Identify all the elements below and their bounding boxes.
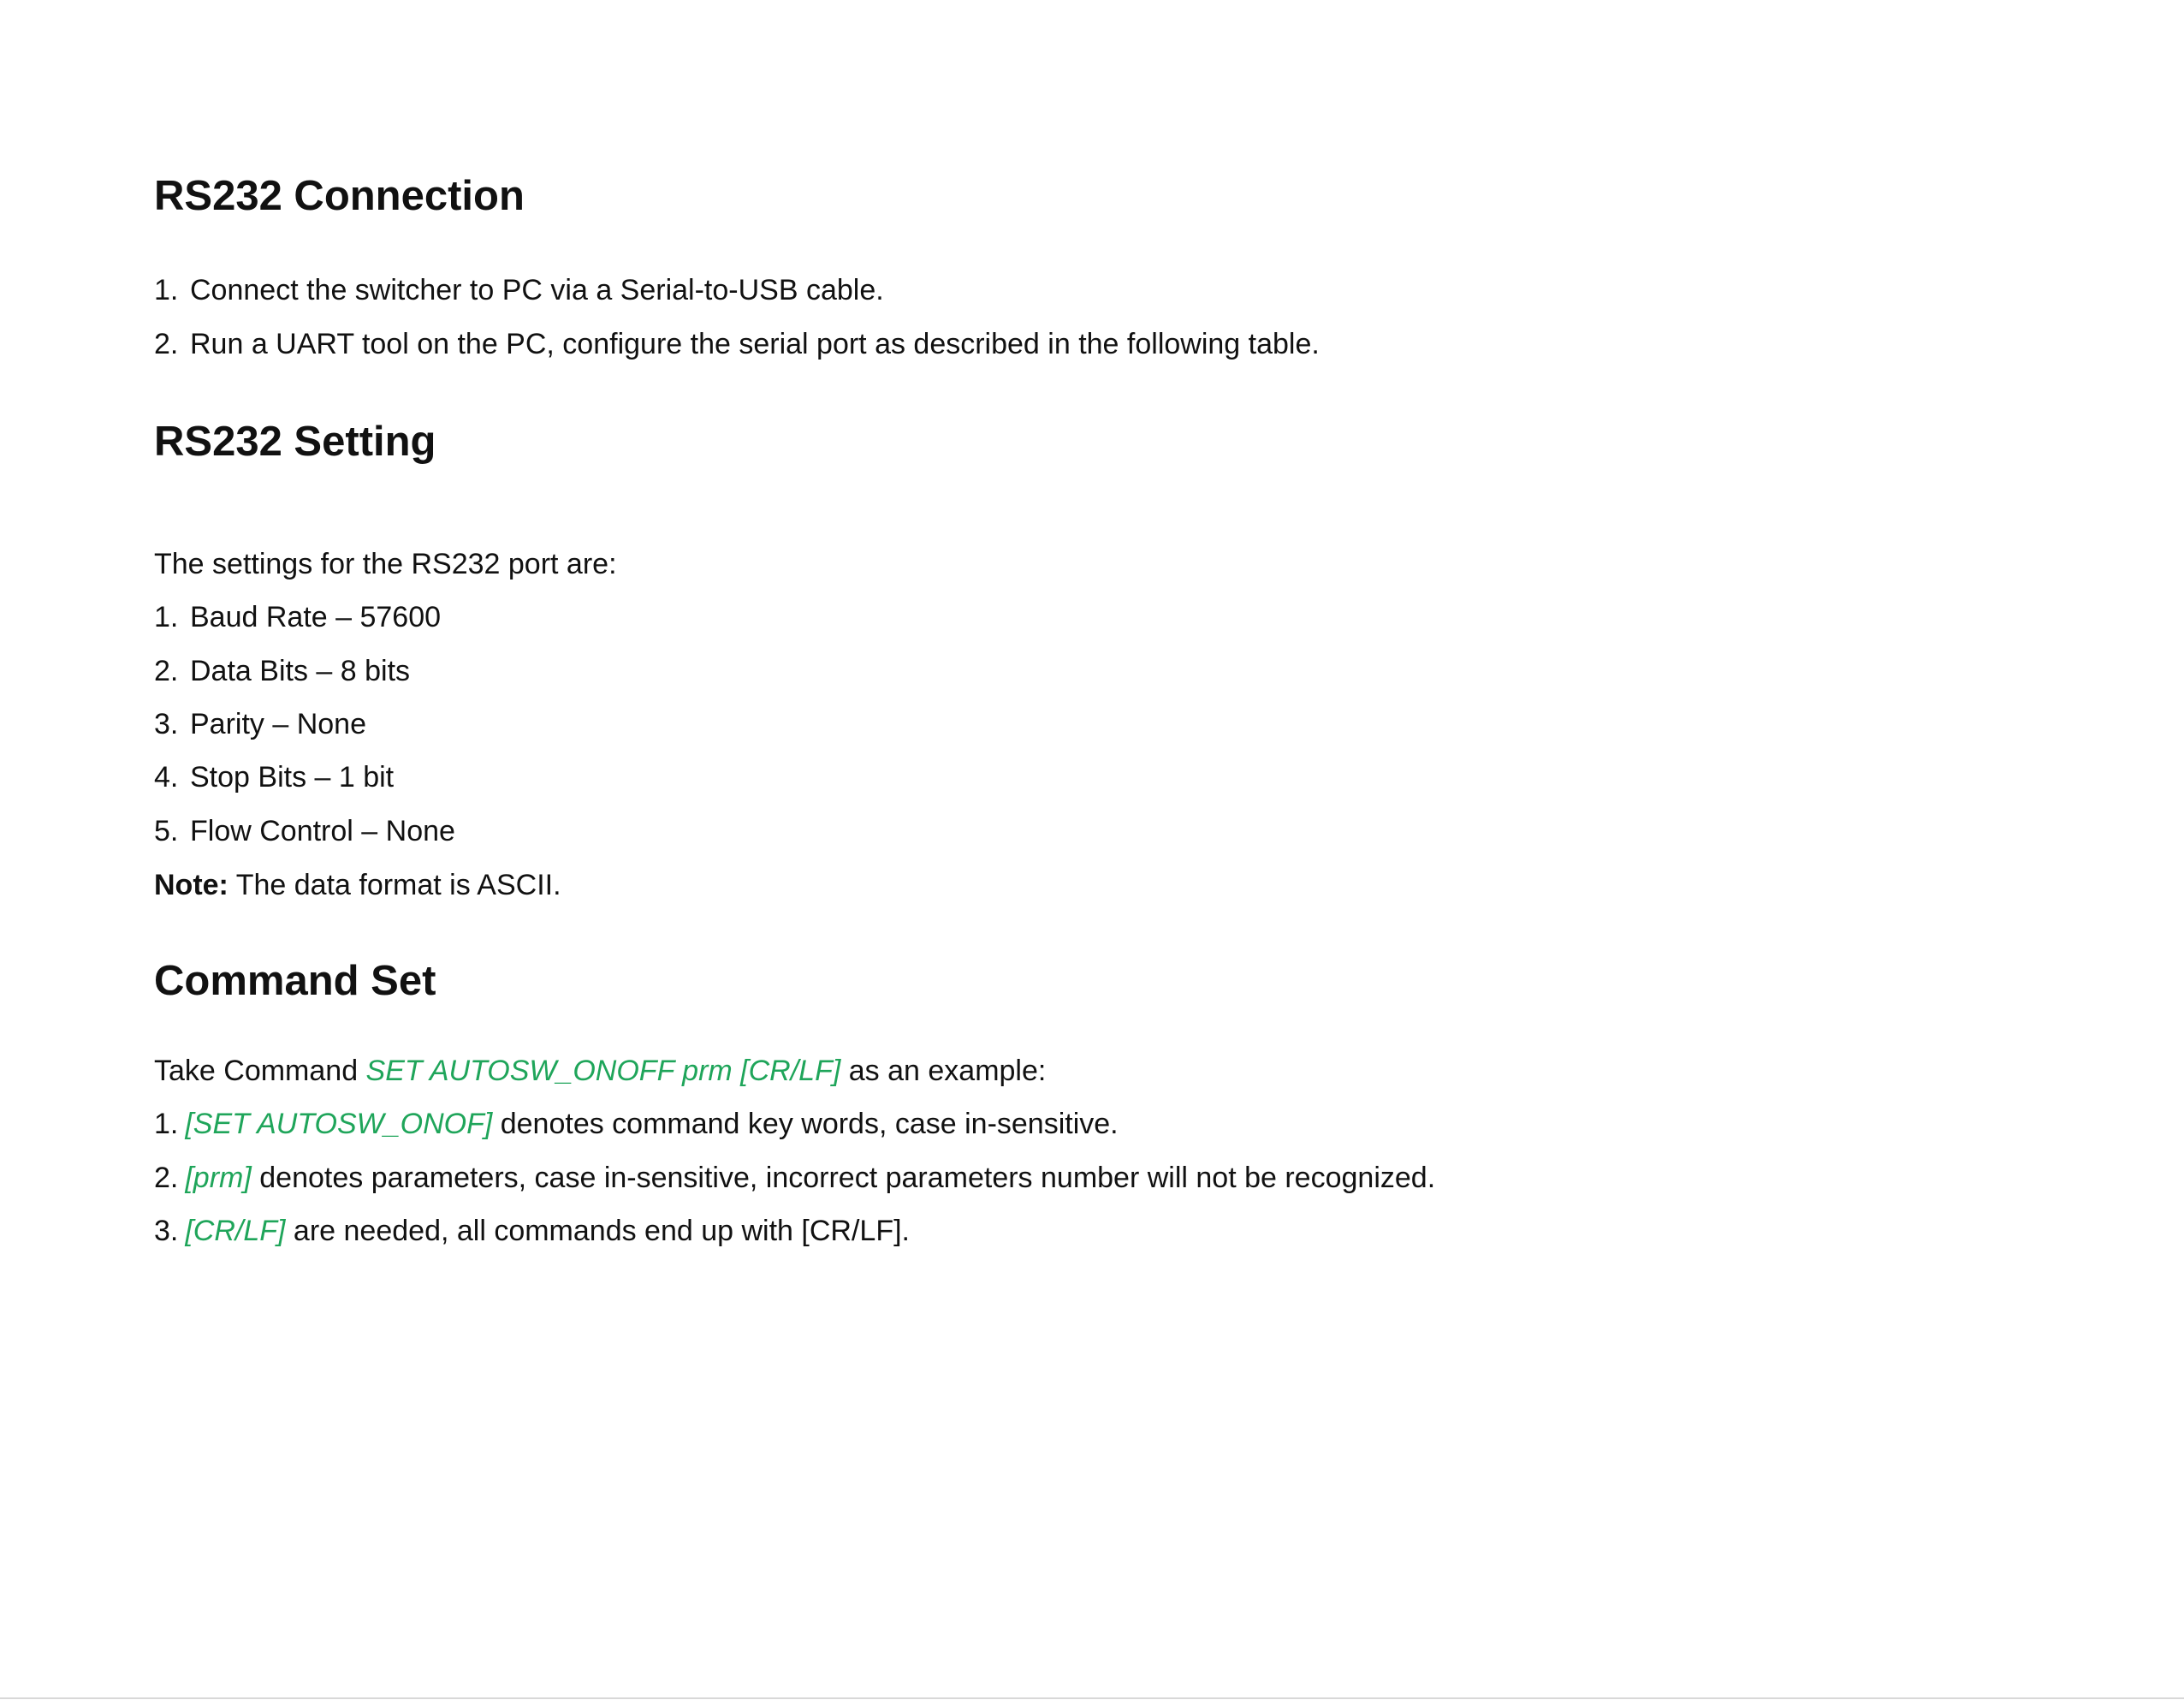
- item-text: denotes parameters, case in-sensitive, incorrect parameters number will not be recognized.: [251, 1162, 1436, 1194]
- command-intro: [154, 1056, 1046, 1085]
- connection-step-2: [154, 330, 1320, 359]
- setting-item-data-bits: [154, 657, 410, 686]
- item-number: 1.: [154, 601, 179, 633]
- command-item-3: [154, 1216, 910, 1245]
- page-bottom-rule: [0, 1697, 2184, 1699]
- item-text: Data Bits – 8 bits: [190, 655, 411, 687]
- heading-rs232-setting: RS232 Setting: [154, 419, 436, 465]
- note-label: Note:: [154, 869, 228, 901]
- item-text: Baud Rate – 57600: [190, 601, 442, 633]
- setting-item-baud-rate: [154, 603, 441, 632]
- item-text: Flow Control – None: [190, 815, 455, 847]
- item-number: 5.: [154, 815, 179, 847]
- item-number: 4.: [154, 761, 179, 794]
- item-highlight: [CR/LF]: [185, 1215, 286, 1247]
- heading-command-set: Command Set: [154, 958, 436, 1004]
- step-number: 1.: [154, 274, 179, 306]
- heading-rs232-connection: RS232 Connection: [154, 173, 525, 219]
- item-number: 1.: [154, 1108, 179, 1140]
- item-highlight: [prm]: [185, 1162, 252, 1194]
- intro-command: SET AUTOSW_ONOFF prm [CR/LF]: [365, 1055, 841, 1087]
- item-text: are needed, all commands end up with [CR/LF].: [285, 1215, 910, 1247]
- connection-step-1: [154, 276, 884, 305]
- command-item-2: [154, 1163, 1435, 1192]
- step-number: 2.: [154, 328, 179, 360]
- setting-item-parity: [154, 710, 366, 739]
- item-text: denotes command key words, case in-sensitive.: [492, 1108, 1119, 1140]
- command-item-1: [154, 1109, 1119, 1138]
- note-text: The data format is ASCII.: [228, 869, 561, 901]
- setting-item-flow-control: [154, 817, 455, 846]
- item-number: 2.: [154, 1162, 179, 1194]
- item-number: 3.: [154, 1215, 179, 1247]
- setting-note: [154, 871, 561, 900]
- intro-prefix: Take Command: [154, 1055, 366, 1087]
- item-number: 2.: [154, 655, 179, 687]
- step-text: Connect the switcher to PC via a Serial-to-USB cable.: [190, 274, 884, 306]
- step-text: Run a UART tool on the PC, configure the serial port as described in the following table.: [190, 328, 1320, 360]
- setting-intro: The settings for the RS232 port are:: [154, 548, 617, 580]
- item-text: Parity – None: [190, 708, 366, 740]
- item-highlight: [SET AUTOSW_ONOF]: [185, 1108, 493, 1140]
- setting-item-stop-bits: [154, 763, 394, 792]
- intro-suffix: as an example:: [840, 1055, 1047, 1087]
- item-number: 3.: [154, 708, 179, 740]
- item-text: Stop Bits – 1 bit: [190, 761, 395, 794]
